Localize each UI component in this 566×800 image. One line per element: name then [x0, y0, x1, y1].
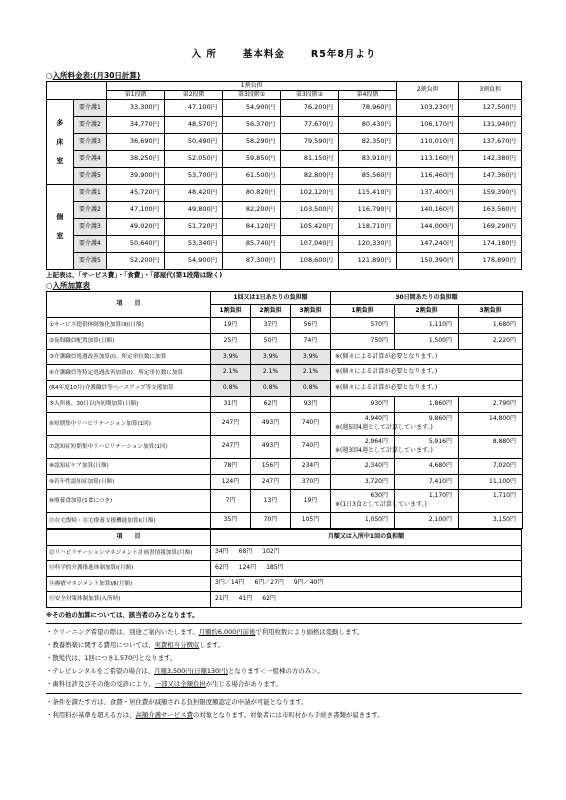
circle-icon: ○	[46, 71, 53, 80]
fee-cell: 59,850円	[223, 151, 281, 168]
addon-30day-value: 1,050円	[364, 516, 388, 524]
addon-calc-note: ※(個々による計算が必要となります。)	[331, 365, 523, 381]
basic-fee-row	[47, 219, 522, 236]
title-right: R5年8月より	[310, 48, 377, 60]
room-type-label	[47, 185, 74, 270]
monthly-fee-table	[46, 529, 522, 608]
stage-header: 第3段階②	[281, 91, 339, 100]
circle-icon: ○	[46, 281, 53, 290]
col-header: 2割負担	[251, 305, 291, 318]
addon-30day-value: 630円	[370, 492, 388, 500]
monthly-row	[47, 592, 522, 608]
addon-label: ⑧認知症ケア加算(日額)	[47, 458, 211, 474]
fee-cell: 49,020円	[107, 219, 165, 236]
fee-cell: 113,160円	[397, 151, 459, 168]
addon-30day-value: 1,110円	[428, 320, 452, 328]
addon-per-day-cell: 234円	[291, 458, 331, 474]
addon-30day-cell	[331, 412, 433, 435]
addon-30day-value: 7,410円	[428, 477, 452, 485]
addon-per-day-cell: 493円	[251, 412, 291, 435]
addon-30day-value: 1,710円	[492, 492, 516, 500]
addon-row	[47, 333, 523, 349]
fee-cell: 116,790円	[339, 202, 397, 219]
addon-30day-cell	[459, 412, 523, 435]
monthly-values	[211, 545, 522, 561]
basic-fee-row	[47, 202, 522, 219]
addon-per-day-cell: 2.1%	[291, 365, 331, 381]
fee-cell: 51,720円	[165, 219, 223, 236]
fee-cell: 77,670円	[281, 117, 339, 134]
addon-per-day-cell: 19円	[291, 490, 331, 513]
room-type-char: 室	[56, 232, 64, 240]
fee-cell: 79,590円	[281, 134, 339, 151]
addon-30day-value: 1,170円	[428, 492, 452, 500]
fee-cell: 54,900円	[223, 100, 281, 117]
care-level-label: 要介護2	[73, 202, 106, 219]
fee-cell: 169,290円	[459, 219, 522, 236]
header-3wari: 3割負担	[459, 82, 522, 100]
addon-per-day-cell: 7円	[211, 490, 251, 513]
title-left: 入 所	[191, 48, 217, 60]
basic-fee-row	[47, 168, 522, 185]
monthly-value: 62円	[215, 563, 229, 571]
monthly-values	[211, 576, 522, 592]
addon-per-day-cell: 0.8%	[251, 381, 291, 397]
fee-cell: 61,500円	[223, 168, 281, 185]
addon-label: ⑨若年性認知症加算(日額)	[47, 474, 211, 490]
care-level-label: 要介護1	[73, 185, 106, 202]
addon-label: ⑤入所後、30日以内初期加算(日額)	[47, 396, 211, 412]
addon-30day-value: 2,100円	[428, 516, 452, 524]
fee-cell: 142,380円	[459, 151, 522, 168]
addon-30day-cell	[331, 333, 395, 349]
addon-per-day-cell: 78円	[211, 458, 251, 474]
fee-cell: 121,890円	[339, 253, 397, 270]
fee-cell: 105,420円	[281, 219, 339, 236]
addon-30day-value: 930円	[370, 399, 388, 407]
addon-per-day-cell: 25円	[211, 333, 251, 349]
fee-cell: 118,710円	[339, 219, 397, 236]
addon-per-day-cell: 3.9%	[211, 349, 251, 365]
monthly-label: ⑭褥瘡マネジメント加算Ⅰ/Ⅱ(月額)	[47, 576, 211, 592]
monthly-values	[211, 592, 522, 608]
addon-30day-cell	[459, 435, 523, 458]
addon-30day-cell	[459, 474, 523, 490]
fee-cell: 54,900円	[165, 253, 223, 270]
care-level-label: 要介護4	[73, 151, 106, 168]
monthly-value: 9円／40円	[293, 579, 324, 587]
fee-cell: 80,430円	[339, 117, 397, 134]
addon-row	[47, 435, 523, 458]
addon-per-day-cell: 740円	[291, 412, 331, 435]
addon-per-day-cell: 13円	[251, 490, 291, 513]
fee-cell: 87,300円	[223, 253, 281, 270]
addon-sub-note: ※(1日3食として計算しています。)	[335, 501, 427, 509]
fee-cell: 102,120円	[281, 185, 339, 202]
monthly-row	[47, 545, 522, 561]
addon-30day-cell	[395, 474, 459, 490]
addon-per-day-cell: 105円	[291, 513, 331, 529]
addon-sub-note: ※(週5回4週として計算しています。)	[335, 423, 433, 431]
note-reduction: ・条件を満たす方は、食費・居住費が減額される負担限度額認定の申請が可能となります。	[46, 697, 308, 706]
addon-calc-note: ※(個々による計算が必要となります。)	[331, 349, 523, 365]
fee-cell: 50,490円	[165, 134, 223, 151]
monthly-row	[47, 576, 522, 592]
monthly-value: 185円	[266, 563, 284, 571]
note-tv-rental: ・テレビレンタルをご希望の場合は、月額3,500円(日額130円)となります＜一般棟の方のみ＞。	[46, 666, 324, 675]
fee-cell: 82,350円	[339, 134, 397, 151]
addon-per-day-cell: 247円	[251, 474, 291, 490]
addon-row	[47, 381, 523, 397]
addon-30day-cell	[395, 513, 459, 529]
fee-cell: 78,960円	[339, 100, 397, 117]
fee-cell: 178,890円	[459, 253, 522, 270]
addon-row	[47, 318, 523, 334]
monthly-value: 124円	[238, 563, 257, 571]
fee-cell: 150,390円	[397, 253, 459, 270]
addon-per-day-cell: 247円	[211, 412, 251, 435]
fee-cell: 45,720円	[107, 185, 165, 202]
fee-cell: 107,040円	[281, 236, 339, 253]
monthly-label: ⑫リハビリテーションマネジメント計画書情報加算(月額)	[47, 545, 211, 561]
addon-30day-cell	[331, 490, 427, 513]
col-header: 2割負担	[395, 305, 459, 318]
fee-cell: 137,400円	[397, 185, 459, 202]
monthly-values	[211, 561, 522, 577]
addon-30day-cell	[459, 333, 523, 349]
note-haircut: ・散髪代は、1回につき1,570円となります。	[46, 653, 177, 662]
fee-cell: 58,290円	[223, 134, 281, 151]
fee-cell: 103,500円	[281, 202, 339, 219]
addon-30day-cell	[331, 474, 395, 490]
note-recreation: ・教養娯楽に関する費用については、実費相当分徴収します。	[46, 640, 225, 649]
addon-per-day-cell: 3.9%	[291, 349, 331, 365]
addon-per-day-cell: 56円	[291, 318, 331, 334]
addon-per-day-cell: 2.1%	[211, 365, 251, 381]
monthly-value: 21円	[215, 594, 229, 602]
note-cleaning: ・クリーニング希望の際は、別途ご案内いたします。月額約6,000円前後で利用枚数により価格は変動します。	[46, 627, 364, 636]
addon-label: ②夜間職員配置加算(日額)	[47, 333, 211, 349]
header-1wari-group: 1割負担	[107, 82, 397, 91]
addon-sub-spacer	[461, 448, 516, 455]
addon-row	[47, 412, 523, 435]
page-title	[46, 48, 522, 62]
fee-cell: 81,150円	[281, 151, 339, 168]
fee-cell: 110,010円	[397, 134, 459, 151]
addon-30day-value: 1,500円	[428, 336, 452, 344]
stage-header: 第3段階①	[223, 91, 281, 100]
monthly-label: ⑮安全対策体制加算(入所時)	[47, 592, 211, 608]
fee-cell: 53,700円	[165, 168, 223, 185]
addon-per-day-cell: 493円	[251, 435, 291, 458]
addon-30day-cell	[395, 333, 459, 349]
fee-cell: 47,100円	[165, 100, 223, 117]
title-mid: 基本料金	[242, 48, 285, 60]
basic-fee-table	[46, 81, 522, 270]
col-header: 1割負担	[331, 305, 395, 318]
fee-cell: 50,640円	[107, 236, 165, 253]
header-2wari: 2割負担	[397, 82, 459, 100]
addon-label: ⑩療養食加算(1食につき)	[47, 490, 211, 513]
addon-per-day-cell: 62円	[251, 396, 291, 412]
addon-30day-value: 2,220円	[492, 336, 516, 344]
monthly-footnote: ※その他の加算については、該当者のみとなります。	[46, 610, 199, 619]
addon-label: ③介護職員処遇改善加算(Ⅰ)、所定単位数に加算	[47, 349, 211, 365]
addon-label: ①サービス提供体制強化加算(Ⅱ)(日額)	[47, 318, 211, 334]
addon-30day-value: 4,680円	[428, 461, 452, 469]
addon-30day-value: 4,940円	[364, 414, 388, 422]
addon-30day-cell	[459, 490, 523, 513]
addon-30day-value: 8,880円	[492, 437, 516, 445]
fee-cell: 144,000円	[397, 219, 459, 236]
addon-per-day-cell: 35円	[211, 513, 251, 529]
addon-30day-cell	[331, 513, 395, 529]
care-level-label: 要介護5	[73, 253, 106, 270]
addon-per-day-cell: 0.8%	[291, 381, 331, 397]
col-header: 1割負担	[211, 305, 251, 318]
divider	[46, 693, 522, 694]
monthly-value: 34円	[215, 548, 229, 556]
addon-30day-value: 2,964円	[364, 437, 388, 445]
addon-30day-cell	[459, 318, 523, 334]
care-level-label: 要介護4	[73, 236, 106, 253]
addon-30day-cell	[331, 435, 433, 458]
fee-cell: 159,390円	[459, 185, 522, 202]
monthly-value: 41円	[238, 594, 253, 602]
addon-30day-cell	[395, 396, 459, 412]
stage-header: 第1段階	[107, 91, 165, 100]
fee-cell: 147,360円	[459, 168, 522, 185]
fee-cell: 53,340円	[165, 236, 223, 253]
fee-cell: 33,300円	[107, 100, 165, 117]
addon-per-day-cell: 156円	[251, 458, 291, 474]
addon-30day-value: 11,100円	[489, 477, 516, 485]
addon-row	[47, 490, 523, 513]
fee-cell: 83,910円	[339, 151, 397, 168]
addon-30day-cell	[331, 318, 395, 334]
addon-30day-value: 9,860円	[428, 414, 452, 422]
note-dental: ・歯科往診及びその他の受診により、一部又は全額負担が生じる場合があります。	[46, 679, 282, 688]
addon-per-day-cell: 3.9%	[251, 349, 291, 365]
fee-cell: 147,240円	[397, 236, 459, 253]
room-type-char: 床	[56, 137, 64, 146]
addon-section-title: ○入所加算表	[46, 281, 91, 290]
addon-30day-value: 7,020円	[492, 461, 516, 469]
addon-per-day-cell: 50円	[251, 333, 291, 349]
monthly-value: 62円	[262, 594, 276, 602]
addon-30day-cell	[395, 458, 459, 474]
fee-cell: 36,690円	[107, 134, 165, 151]
fee-cell: 47,100円	[107, 202, 165, 219]
basic-fee-row	[47, 134, 522, 151]
monthly-value: 102円	[262, 548, 280, 556]
fee-cell: 52,200円	[107, 253, 165, 270]
fee-cell: 48,420円	[165, 185, 223, 202]
addon-per-day-cell: 2.1%	[251, 365, 291, 381]
care-level-label: 要介護3	[73, 219, 106, 236]
addon-per-day-cell: 37円	[251, 318, 291, 334]
addon-label: ⑥短期集中リハビリテーション加算(1回)	[47, 412, 211, 435]
fee-cell: 84,120円	[223, 219, 281, 236]
fee-cell: 34,770円	[107, 117, 165, 134]
addon-row	[47, 396, 523, 412]
addon-30day-value: 5,916円	[428, 437, 452, 445]
addon-per-day-cell: 370円	[291, 474, 331, 490]
fee-cell: 52,050円	[165, 151, 223, 168]
fee-cell: 120,330円	[339, 236, 397, 253]
fee-cell: 116,460円	[397, 168, 459, 185]
addon-label: ④介護職員等特定処遇改善加算(Ⅰ)、所定単位数に加算	[47, 365, 211, 381]
addon-per-day-cell: 70円	[251, 513, 291, 529]
addon-per-day-cell: 247円	[211, 435, 251, 458]
addon-30day-value: 2,340円	[364, 461, 388, 469]
addon-fee-table	[46, 291, 523, 529]
addon-row	[47, 513, 523, 529]
addon-sub-spacer	[461, 425, 516, 432]
per-30-header: 30日間あたりの負担額	[331, 292, 523, 305]
basic-note: 上記表は、「サービス費」・「食費」・「部屋代(第1段階は除く)	[46, 271, 223, 279]
basic-fee-row	[47, 151, 522, 168]
addon-30day-value: 3,150円	[492, 516, 516, 524]
addon-per-day-cell: 93円	[291, 396, 331, 412]
fee-cell: 115,410円	[339, 185, 397, 202]
monthly-value-header: 月額又は入所中1回の負担額	[211, 530, 522, 546]
room-type-char: 室	[56, 156, 64, 165]
addon-per-day-cell: 124円	[211, 474, 251, 490]
addon-per-day-cell: 74円	[291, 333, 331, 349]
addon-30day-value: 750円	[370, 336, 388, 344]
basic-fee-row	[47, 185, 522, 202]
fee-cell: 48,570円	[165, 117, 223, 134]
note-high-cost: ・利用料が基準を超える方は、高額介護サービス費の対象となります。対象者には市町村から手続き書類が届きます。	[46, 710, 384, 719]
divider	[46, 623, 522, 624]
fee-cell: 85,560円	[339, 168, 397, 185]
fee-cell: 137,670円	[459, 134, 522, 151]
col-header: 3割負担	[459, 305, 523, 318]
col-header: 3割負担	[291, 305, 331, 318]
fee-cell: 108,600円	[281, 253, 339, 270]
fee-cell: 56,370円	[223, 117, 281, 134]
care-level-label: 要介護5	[73, 168, 106, 185]
fee-cell: 140,160円	[397, 202, 459, 219]
addon-30day-cell	[459, 513, 523, 529]
addon-per-day-cell: 19円	[211, 318, 251, 334]
addon-row	[47, 365, 523, 381]
care-level-label: 要介護1	[73, 100, 106, 117]
addon-sub-note: ※(週3回4週として計算しています。)	[335, 446, 433, 454]
addon-30day-value: 1,860円	[428, 399, 452, 407]
addon-row	[47, 349, 523, 365]
monthly-value: 3円／14円	[215, 579, 245, 587]
addon-per-day-cell: 740円	[291, 435, 331, 458]
fee-cell: 163,560円	[459, 202, 522, 219]
fee-cell: 127,500円	[459, 100, 522, 117]
basic-fee-row	[47, 100, 522, 117]
room-type-char: 個	[56, 213, 64, 221]
fee-cell: 82,800円	[281, 168, 339, 185]
monthly-value: 6円／27円	[254, 579, 284, 587]
addon-30day-cell	[331, 396, 395, 412]
monthly-item-header: 項 目	[47, 530, 211, 546]
addon-30day-cell	[395, 318, 459, 334]
basic-section-title: ○入所料金表:(月30日計算)	[46, 71, 141, 80]
basic-fee-row	[47, 117, 522, 134]
fee-cell: 174,180円	[459, 236, 522, 253]
room-type-label	[47, 100, 74, 185]
addon-label: ⑪在宅復帰・在宅療養支援機能加算Ⅰ(日額)	[47, 513, 211, 529]
monthly-label: ⑬科学的介護推進体制加算Ⅰ(月額)	[47, 561, 211, 577]
addon-30day-cell	[331, 458, 395, 474]
addon-label: (R4年度10月)介護職員等ベースアップ等支援加算	[47, 381, 211, 397]
fee-cell: 76,200円	[281, 100, 339, 117]
monthly-value: 68円	[238, 548, 253, 556]
per-day-header: 1回又は1日あたりの負担額	[211, 292, 331, 305]
basic-fee-row	[47, 253, 522, 270]
room-type-char: 多	[56, 118, 64, 127]
addon-30day-value: 570円	[370, 320, 388, 328]
fee-cell: 38,250円	[107, 151, 165, 168]
fee-cell: 80,820円	[223, 185, 281, 202]
addon-label: ⑦認知症短期集中リハビリテーション加算(1回)	[47, 435, 211, 458]
stage-header: 第4段階	[339, 91, 397, 100]
addon-30day-value: 14,800円	[489, 414, 516, 422]
fee-cell: 131,940円	[459, 117, 522, 134]
addon-sub-spacer	[461, 502, 516, 509]
addon-per-day-cell: 0.8%	[211, 381, 251, 397]
fee-cell: 39,900円	[107, 168, 165, 185]
basic-fee-row	[47, 236, 522, 253]
addon-per-day-cell: 31円	[211, 396, 251, 412]
fee-cell: 49,800円	[165, 202, 223, 219]
fee-cell: 106,170円	[397, 117, 459, 134]
addon-30day-value: 3,720円	[364, 477, 388, 485]
corner-cell	[47, 82, 107, 100]
monthly-row	[47, 561, 522, 577]
addon-30day-value: 1,680円	[492, 320, 516, 328]
addon-row	[47, 474, 523, 490]
care-level-label: 要介護2	[73, 117, 106, 134]
stage-header: 第2段階	[165, 91, 223, 100]
addon-30day-cell	[459, 458, 523, 474]
addon-calc-note: ※(個々による計算が必要となります。)	[331, 381, 523, 397]
item-header: 項 目	[47, 292, 211, 318]
care-level-label: 要介護3	[73, 134, 106, 151]
fee-cell: 85,740円	[223, 236, 281, 253]
fee-cell: 103,230円	[397, 100, 459, 117]
addon-row	[47, 458, 523, 474]
addon-30day-value: 2,790円	[492, 399, 516, 407]
fee-cell: 82,200円	[223, 202, 281, 219]
addon-30day-cell	[459, 396, 523, 412]
